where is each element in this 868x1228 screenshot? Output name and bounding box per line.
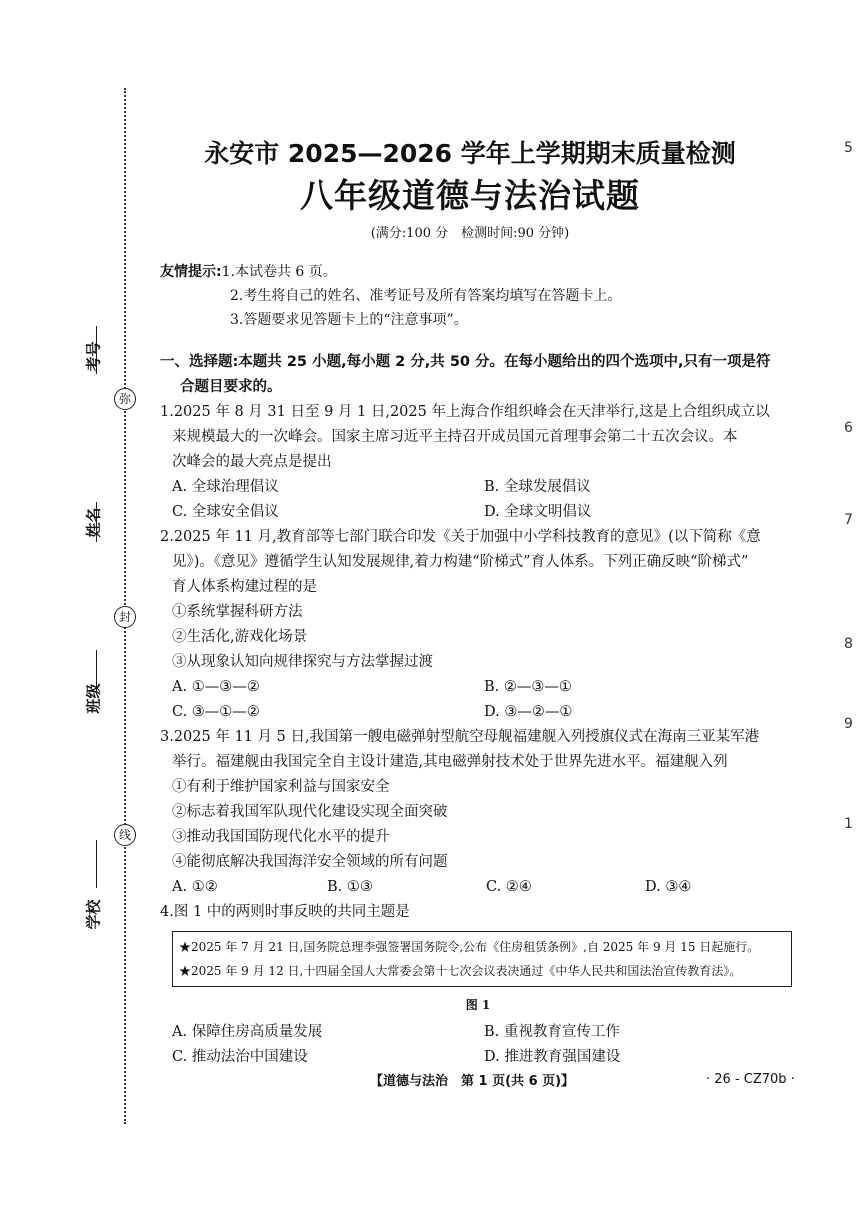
statement-item: ④能彻底解决我国海洋安全领域的所有问题 (172, 854, 448, 870)
seal-feng: 封 (114, 606, 136, 628)
school-line (96, 840, 97, 888)
option-b: B. 重视教育宣传工作 (484, 1024, 620, 1040)
option-d: D. ③④ (645, 879, 692, 895)
option-a: A. ①—③—② (172, 679, 260, 695)
statement-item: ①系统掌握科研方法 (172, 604, 303, 620)
statement-item: ③推动我国国防现代化水平的提升 (172, 829, 390, 845)
exam-subtitle: (满分:100 分 检测时间:90 分钟) (370, 226, 570, 241)
question-stem: 举行。福建舰由我国完全自主设计建造,其电磁弹射技术处于世界先进水平。福建舰入列 (172, 754, 728, 770)
option-c: C. ③—①—② (172, 704, 260, 720)
tip-item: 3.答题要求见答题卡上的“注意事项”。 (230, 312, 468, 328)
page-footer: 【道德与法治 第 1 页(共 6 页)】 (370, 1074, 575, 1089)
option-b: B. ②—③—① (484, 679, 572, 695)
section-heading-cont: 合题目要求的。 (180, 379, 282, 395)
class-label: 班级 (84, 683, 103, 714)
statement-item: ③从现象认知向规律探究与方法掌握过渡 (172, 654, 433, 670)
edge-mark: 8 (844, 636, 853, 652)
question-1 (160, 400, 796, 525)
news-item: ★2025 年 9 月 12 日,十四届全国人大常委会第十七次会议表决通过《中华人民共和国法治宣传教育法》。 (179, 964, 742, 978)
question-4 (160, 900, 796, 1070)
question-2 (160, 525, 796, 725)
tip-item: 2.考生将自己的姓名、准考证号及所有答案均填写在答题卡上。 (230, 288, 622, 304)
option-d: D. 推进教育强国建设 (484, 1049, 621, 1065)
question-3 (160, 725, 796, 900)
question-stem: 来规模最大的一次峰会。国家主席习近平主持召开成员国元首理事会第二十五次会议。本 (172, 429, 738, 445)
question-stem: 3.2025 年 11 月 5 日,我国第一艘电磁弹射型航空母舰福建舰入列授旗仪式在海南三亚某军港 (160, 729, 760, 745)
option-c: C. 全球安全倡议 (172, 504, 279, 520)
tips-block (160, 260, 621, 332)
school-label: 学校 (84, 899, 103, 930)
tip-item: 1.本试卷共 6 页。 (221, 264, 337, 280)
exam-number-label: 考号 (84, 341, 103, 372)
option-d: D. ③—②—① (484, 704, 573, 720)
question-stem: 次峰会的最大亮点是提出 (172, 454, 332, 470)
figure-1-news-box (172, 931, 792, 987)
news-item: ★2025 年 7 月 21 日,国务院总理李强签署国务院令,公布《住房租赁条例》,自 2025 年 9 月 15 日起施行。 (179, 940, 760, 954)
option-d: D. 全球文明倡议 (484, 504, 592, 520)
edge-mark: 5 (844, 140, 853, 156)
exam-title-line2: 八年级道德与法治试题 (300, 176, 640, 215)
statement-item: ②生活化,游戏化场景 (172, 629, 308, 645)
paper-code: · 26 - CZ70b · (706, 1072, 795, 1087)
option-b: B. 全球发展倡议 (484, 479, 591, 495)
option-a: A. ①② (172, 879, 218, 895)
question-stem: 见》)。《意见》遵循学生认知发展规律,着力构建“阶梯式”育人体系。下列正确反映“阶梯式” (172, 554, 749, 570)
name-label: 姓名 (84, 507, 103, 538)
edge-mark: 1 (844, 816, 853, 832)
section-heading: 一、选择题:本题共 25 小题,每小题 2 分,共 50 分。在每小题给出的四个选项中,只有一项是符 (160, 354, 771, 370)
question-stem: 4.图 1 中的两则时事反映的共同主题是 (160, 904, 410, 920)
exam-title-line1: 永安市 2025—2026 学年上学期期末质量检测 (204, 139, 736, 168)
question-stem: 2.2025 年 11 月,教育部等七部门联合印发《关于加强中小学科技教育的意见》(以下简称《意 (160, 529, 761, 545)
seal-mi: 弥 (114, 388, 136, 410)
option-c: C. 推动法治中国建设 (172, 1049, 308, 1065)
edge-mark: 7 (844, 512, 853, 528)
question-stem: 育人体系构建过程的是 (172, 579, 317, 595)
questions-area (160, 350, 796, 1070)
tips-label: 友情提示: (160, 264, 222, 280)
edge-mark: 6 (844, 420, 853, 436)
statement-item: ②标志着我国军队现代化建设实现全面突破 (172, 804, 448, 820)
statement-item: ①有利于维护国家利益与国家安全 (172, 779, 390, 795)
figure-caption: 图 1 (465, 998, 491, 1012)
edge-mark: 9 (844, 716, 853, 732)
option-c: C. ②④ (486, 879, 532, 895)
option-b: B. ①③ (327, 879, 373, 895)
option-a: A. 全球治理倡议 (172, 479, 279, 495)
seal-xian: 线 (114, 824, 136, 846)
question-stem: 1.2025 年 8 月 31 日至 9 月 1 日,2025 年上海合作组织峰会在天津举行,这是上合组织成立以 (160, 404, 770, 420)
option-a: A. 保障住房高质量发展 (172, 1024, 323, 1040)
